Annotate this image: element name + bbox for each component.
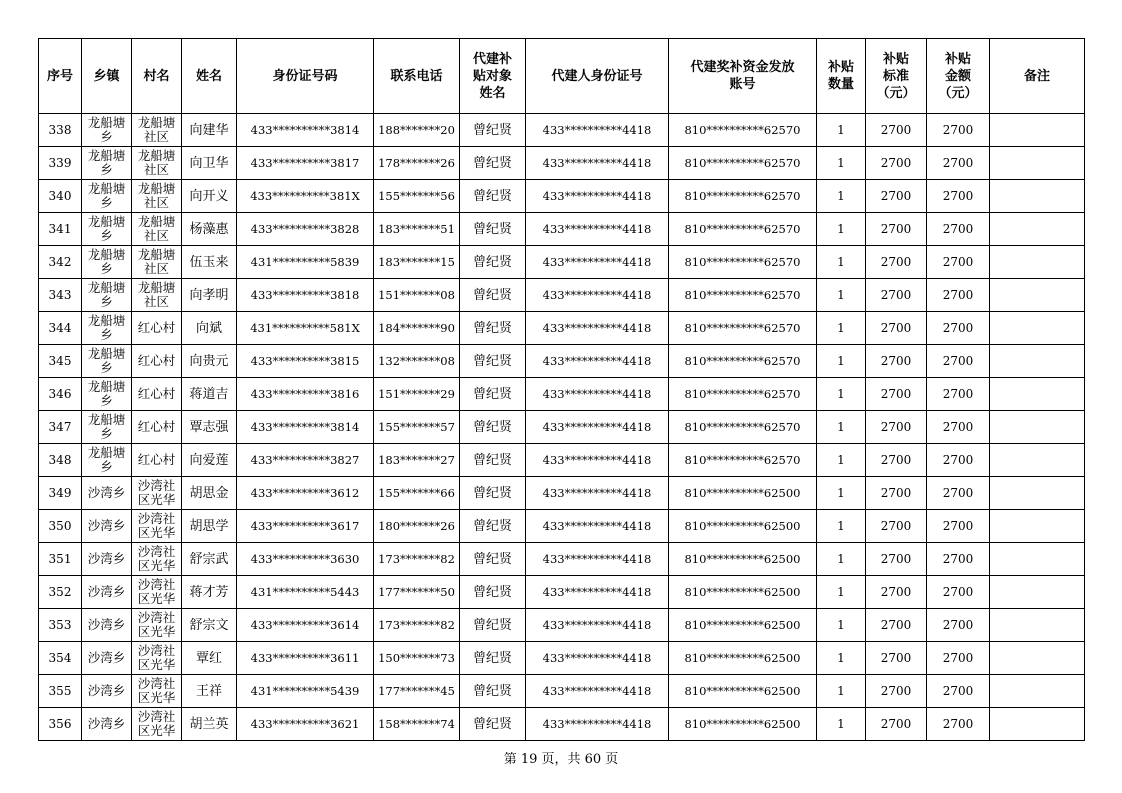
cell-quantity: 1 (817, 411, 866, 444)
cell-remarks (990, 510, 1085, 543)
cell-township: 沙湾乡 (82, 543, 132, 576)
cell-amount: 2700 (927, 708, 990, 741)
cell-village: 沙湾社 区光华 (132, 708, 182, 741)
table-row (39, 510, 1085, 543)
cell-id-number: 433**********3817 (237, 147, 374, 180)
cell-account: 810**********62500 (669, 477, 817, 510)
cell-id-number: 433**********3827 (237, 444, 374, 477)
col-header-remarks: 备注 (990, 39, 1085, 114)
cell-agent-name: 曾纪贤 (460, 378, 526, 411)
cell-standard: 2700 (866, 246, 927, 279)
cell-agent-name: 曾纪贤 (460, 543, 526, 576)
cell-amount: 2700 (927, 444, 990, 477)
cell-quantity: 1 (817, 675, 866, 708)
col-header-name: 姓名 (182, 39, 237, 114)
cell-remarks (990, 147, 1085, 180)
cell-id-number: 431**********5443 (237, 576, 374, 609)
cell-phone: 184*******90 (374, 312, 460, 345)
cell-quantity: 1 (817, 609, 866, 642)
cell-remarks (990, 576, 1085, 609)
cell-agent-name: 曾纪贤 (460, 510, 526, 543)
cell-name: 杨藻惠 (182, 213, 237, 246)
cell-agent-id: 433**********4418 (526, 213, 669, 246)
col-header-amount: 补贴 金额 （元） (927, 39, 990, 114)
cell-account: 810**********62570 (669, 444, 817, 477)
cell-id-number: 433**********3815 (237, 345, 374, 378)
cell-agent-id: 433**********4418 (526, 576, 669, 609)
cell-agent-id: 433**********4418 (526, 114, 669, 147)
cell-agent-name: 曾纪贤 (460, 213, 526, 246)
cell-township: 沙湾乡 (82, 675, 132, 708)
cell-name: 胡思学 (182, 510, 237, 543)
cell-phone: 151*******29 (374, 378, 460, 411)
cell-remarks (990, 444, 1085, 477)
cell-agent-id: 433**********4418 (526, 642, 669, 675)
cell-quantity: 1 (817, 477, 866, 510)
col-header-agent-name: 代建补 贴对象 姓名 (460, 39, 526, 114)
cell-row-index: 341 (39, 213, 82, 246)
cell-account: 810**********62570 (669, 279, 817, 312)
cell-standard: 2700 (866, 477, 927, 510)
cell-quantity: 1 (817, 345, 866, 378)
cell-village: 龙船塘 社区 (132, 246, 182, 279)
cell-name: 蒋道吉 (182, 378, 237, 411)
cell-account: 810**********62500 (669, 609, 817, 642)
cell-id-number: 433**********3816 (237, 378, 374, 411)
cell-name: 向爱莲 (182, 444, 237, 477)
cell-village: 沙湾社 区光华 (132, 609, 182, 642)
cell-id-number: 433**********3818 (237, 279, 374, 312)
cell-quantity: 1 (817, 708, 866, 741)
cell-name: 伍玉来 (182, 246, 237, 279)
cell-agent-name: 曾纪贤 (460, 477, 526, 510)
cell-township: 龙船塘 乡 (82, 180, 132, 213)
cell-standard: 2700 (866, 378, 927, 411)
cell-amount: 2700 (927, 114, 990, 147)
cell-township: 沙湾乡 (82, 708, 132, 741)
cell-phone: 183*******27 (374, 444, 460, 477)
cell-name: 覃志强 (182, 411, 237, 444)
cell-row-index: 350 (39, 510, 82, 543)
cell-standard: 2700 (866, 642, 927, 675)
cell-village: 沙湾社 区光华 (132, 477, 182, 510)
cell-name: 王祥 (182, 675, 237, 708)
cell-remarks (990, 213, 1085, 246)
cell-name: 向斌 (182, 312, 237, 345)
cell-agent-id: 433**********4418 (526, 411, 669, 444)
cell-id-number: 431**********5839 (237, 246, 374, 279)
cell-township: 龙船塘 乡 (82, 444, 132, 477)
cell-village: 龙船塘 社区 (132, 213, 182, 246)
cell-phone: 155*******57 (374, 411, 460, 444)
cell-name: 胡思金 (182, 477, 237, 510)
col-header-account: 代建奖补资金发放 账号 (669, 39, 817, 114)
cell-standard: 2700 (866, 609, 927, 642)
cell-agent-name: 曾纪贤 (460, 609, 526, 642)
col-header-index: 序号 (39, 39, 82, 114)
cell-row-index: 342 (39, 246, 82, 279)
cell-amount: 2700 (927, 675, 990, 708)
cell-quantity: 1 (817, 510, 866, 543)
cell-quantity: 1 (817, 312, 866, 345)
cell-quantity: 1 (817, 180, 866, 213)
cell-amount: 2700 (927, 345, 990, 378)
cell-standard: 2700 (866, 114, 927, 147)
cell-agent-name: 曾纪贤 (460, 180, 526, 213)
cell-agent-id: 433**********4418 (526, 279, 669, 312)
cell-village: 红心村 (132, 378, 182, 411)
cell-account: 810**********62500 (669, 642, 817, 675)
cell-name: 蒋才芳 (182, 576, 237, 609)
cell-standard: 2700 (866, 411, 927, 444)
cell-agent-id: 433**********4418 (526, 543, 669, 576)
table-row (39, 114, 1085, 147)
subsidy-table (38, 38, 1085, 741)
cell-standard: 2700 (866, 345, 927, 378)
cell-quantity: 1 (817, 246, 866, 279)
cell-amount: 2700 (927, 378, 990, 411)
cell-amount: 2700 (927, 609, 990, 642)
cell-id-number: 433**********3611 (237, 642, 374, 675)
cell-agent-name: 曾纪贤 (460, 642, 526, 675)
cell-standard: 2700 (866, 708, 927, 741)
cell-township: 沙湾乡 (82, 576, 132, 609)
cell-quantity: 1 (817, 213, 866, 246)
table-row (39, 543, 1085, 576)
cell-account: 810**********62570 (669, 246, 817, 279)
cell-row-index: 352 (39, 576, 82, 609)
cell-phone: 155*******56 (374, 180, 460, 213)
cell-village: 红心村 (132, 345, 182, 378)
cell-agent-name: 曾纪贤 (460, 576, 526, 609)
col-header-township: 乡镇 (82, 39, 132, 114)
cell-village: 沙湾社 区光华 (132, 675, 182, 708)
cell-remarks (990, 477, 1085, 510)
cell-remarks (990, 543, 1085, 576)
cell-amount: 2700 (927, 147, 990, 180)
cell-township: 龙船塘 乡 (82, 246, 132, 279)
cell-village: 龙船塘 社区 (132, 147, 182, 180)
table-row (39, 180, 1085, 213)
cell-id-number: 433**********3814 (237, 114, 374, 147)
cell-agent-name: 曾纪贤 (460, 246, 526, 279)
cell-account: 810**********62500 (669, 675, 817, 708)
table-row (39, 213, 1085, 246)
cell-agent-id: 433**********4418 (526, 708, 669, 741)
cell-agent-name: 曾纪贤 (460, 444, 526, 477)
cell-remarks (990, 378, 1085, 411)
cell-name: 向孝明 (182, 279, 237, 312)
cell-phone: 177*******45 (374, 675, 460, 708)
table-row (39, 708, 1085, 741)
cell-remarks (990, 180, 1085, 213)
cell-standard: 2700 (866, 213, 927, 246)
cell-name: 胡兰英 (182, 708, 237, 741)
cell-account: 810**********62570 (669, 114, 817, 147)
cell-row-index: 340 (39, 180, 82, 213)
cell-agent-id: 433**********4418 (526, 378, 669, 411)
cell-agent-id: 433**********4418 (526, 312, 669, 345)
cell-agent-id: 433**********4418 (526, 246, 669, 279)
cell-agent-id: 433**********4418 (526, 609, 669, 642)
cell-amount: 2700 (927, 411, 990, 444)
cell-standard: 2700 (866, 510, 927, 543)
cell-village: 红心村 (132, 444, 182, 477)
cell-phone: 155*******66 (374, 477, 460, 510)
cell-standard: 2700 (866, 279, 927, 312)
cell-quantity: 1 (817, 114, 866, 147)
cell-row-index: 354 (39, 642, 82, 675)
cell-village: 沙湾社 区光华 (132, 510, 182, 543)
cell-remarks (990, 411, 1085, 444)
cell-township: 沙湾乡 (82, 609, 132, 642)
cell-row-index: 348 (39, 444, 82, 477)
cell-amount: 2700 (927, 213, 990, 246)
cell-row-index: 356 (39, 708, 82, 741)
col-header-standard: 补贴 标准 （元） (866, 39, 927, 114)
cell-amount: 2700 (927, 642, 990, 675)
cell-id-number: 433**********3621 (237, 708, 374, 741)
cell-agent-name: 曾纪贤 (460, 147, 526, 180)
cell-township: 龙船塘 乡 (82, 312, 132, 345)
cell-agent-id: 433**********4418 (526, 444, 669, 477)
cell-township: 龙船塘 乡 (82, 213, 132, 246)
cell-id-number: 431**********581X (237, 312, 374, 345)
cell-village: 龙船塘 社区 (132, 114, 182, 147)
cell-agent-name: 曾纪贤 (460, 708, 526, 741)
cell-row-index: 355 (39, 675, 82, 708)
cell-village: 红心村 (132, 411, 182, 444)
cell-quantity: 1 (817, 147, 866, 180)
table-row (39, 345, 1085, 378)
cell-name: 向卫华 (182, 147, 237, 180)
cell-phone: 177*******50 (374, 576, 460, 609)
cell-phone: 188*******20 (374, 114, 460, 147)
cell-row-index: 346 (39, 378, 82, 411)
cell-standard: 2700 (866, 543, 927, 576)
table-row (39, 444, 1085, 477)
cell-phone: 178*******26 (374, 147, 460, 180)
col-header-id-number: 身份证号码 (237, 39, 374, 114)
cell-row-index: 339 (39, 147, 82, 180)
cell-agent-name: 曾纪贤 (460, 345, 526, 378)
cell-id-number: 433**********381X (237, 180, 374, 213)
table-row (39, 477, 1085, 510)
cell-amount: 2700 (927, 510, 990, 543)
cell-village: 龙船塘 社区 (132, 279, 182, 312)
cell-amount: 2700 (927, 246, 990, 279)
cell-row-index: 349 (39, 477, 82, 510)
cell-standard: 2700 (866, 576, 927, 609)
cell-remarks (990, 345, 1085, 378)
cell-township: 龙船塘 乡 (82, 345, 132, 378)
cell-phone: 158*******74 (374, 708, 460, 741)
cell-standard: 2700 (866, 180, 927, 213)
cell-phone: 151*******08 (374, 279, 460, 312)
cell-remarks (990, 312, 1085, 345)
page-footer: 第 19 页，共 60 页 (503, 752, 619, 767)
cell-village: 沙湾社 区光华 (132, 642, 182, 675)
cell-agent-name: 曾纪贤 (460, 279, 526, 312)
cell-agent-id: 433**********4418 (526, 510, 669, 543)
cell-quantity: 1 (817, 642, 866, 675)
cell-township: 龙船塘 乡 (82, 114, 132, 147)
cell-remarks (990, 246, 1085, 279)
cell-standard: 2700 (866, 675, 927, 708)
col-header-agent-id: 代建人身份证号 (526, 39, 669, 114)
cell-amount: 2700 (927, 279, 990, 312)
cell-standard: 2700 (866, 444, 927, 477)
cell-amount: 2700 (927, 543, 990, 576)
cell-agent-id: 433**********4418 (526, 345, 669, 378)
cell-name: 舒宗文 (182, 609, 237, 642)
table-row (39, 378, 1085, 411)
cell-account: 810**********62570 (669, 411, 817, 444)
cell-account: 810**********62500 (669, 576, 817, 609)
cell-account: 810**********62570 (669, 345, 817, 378)
cell-id-number: 433**********3828 (237, 213, 374, 246)
cell-phone: 180*******26 (374, 510, 460, 543)
cell-row-index: 353 (39, 609, 82, 642)
cell-standard: 2700 (866, 147, 927, 180)
cell-id-number: 433**********3614 (237, 609, 374, 642)
cell-remarks (990, 609, 1085, 642)
cell-phone: 173*******82 (374, 543, 460, 576)
cell-phone: 132*******08 (374, 345, 460, 378)
cell-quantity: 1 (817, 378, 866, 411)
cell-remarks (990, 279, 1085, 312)
cell-amount: 2700 (927, 477, 990, 510)
cell-account: 810**********62500 (669, 510, 817, 543)
cell-quantity: 1 (817, 279, 866, 312)
table-row (39, 147, 1085, 180)
cell-id-number: 433**********3612 (237, 477, 374, 510)
cell-township: 龙船塘 乡 (82, 279, 132, 312)
cell-quantity: 1 (817, 576, 866, 609)
table-row (39, 279, 1085, 312)
cell-quantity: 1 (817, 444, 866, 477)
cell-phone: 173*******82 (374, 609, 460, 642)
cell-standard: 2700 (866, 312, 927, 345)
cell-account: 810**********62570 (669, 147, 817, 180)
table-row (39, 246, 1085, 279)
cell-row-index: 343 (39, 279, 82, 312)
table-row (39, 411, 1085, 444)
cell-row-index: 344 (39, 312, 82, 345)
cell-row-index: 347 (39, 411, 82, 444)
cell-id-number: 433**********3630 (237, 543, 374, 576)
cell-agent-id: 433**********4418 (526, 180, 669, 213)
cell-agent-id: 433**********4418 (526, 147, 669, 180)
cell-account: 810**********62570 (669, 180, 817, 213)
cell-account: 810**********62500 (669, 708, 817, 741)
cell-township: 龙船塘 乡 (82, 411, 132, 444)
cell-account: 810**********62570 (669, 312, 817, 345)
cell-township: 龙船塘 乡 (82, 147, 132, 180)
cell-id-number: 433**********3617 (237, 510, 374, 543)
col-header-phone: 联系电话 (374, 39, 460, 114)
cell-id-number: 433**********3814 (237, 411, 374, 444)
cell-village: 龙船塘 社区 (132, 180, 182, 213)
cell-id-number: 431**********5439 (237, 675, 374, 708)
table-row (39, 675, 1085, 708)
cell-phone: 183*******51 (374, 213, 460, 246)
col-header-quantity: 补贴 数量 (817, 39, 866, 114)
cell-row-index: 338 (39, 114, 82, 147)
cell-township: 龙船塘 乡 (82, 378, 132, 411)
cell-row-index: 351 (39, 543, 82, 576)
cell-remarks (990, 708, 1085, 741)
cell-quantity: 1 (817, 543, 866, 576)
cell-name: 向贵元 (182, 345, 237, 378)
cell-agent-name: 曾纪贤 (460, 312, 526, 345)
cell-account: 810**********62570 (669, 213, 817, 246)
cell-remarks (990, 642, 1085, 675)
table-row (39, 312, 1085, 345)
cell-phone: 150*******73 (374, 642, 460, 675)
cell-account: 810**********62500 (669, 543, 817, 576)
cell-village: 沙湾社 区光华 (132, 576, 182, 609)
cell-agent-id: 433**********4418 (526, 675, 669, 708)
cell-name: 向开义 (182, 180, 237, 213)
header-row (39, 39, 1085, 114)
cell-amount: 2700 (927, 180, 990, 213)
cell-remarks (990, 675, 1085, 708)
cell-phone: 183*******15 (374, 246, 460, 279)
cell-name: 覃红 (182, 642, 237, 675)
cell-amount: 2700 (927, 576, 990, 609)
cell-amount: 2700 (927, 312, 990, 345)
table-row (39, 642, 1085, 675)
cell-agent-id: 433**********4418 (526, 477, 669, 510)
cell-name: 舒宗武 (182, 543, 237, 576)
table-row (39, 609, 1085, 642)
cell-agent-name: 曾纪贤 (460, 114, 526, 147)
cell-name: 向建华 (182, 114, 237, 147)
cell-village: 红心村 (132, 312, 182, 345)
col-header-village: 村名 (132, 39, 182, 114)
cell-township: 沙湾乡 (82, 510, 132, 543)
cell-row-index: 345 (39, 345, 82, 378)
cell-township: 沙湾乡 (82, 477, 132, 510)
table-row (39, 576, 1085, 609)
cell-village: 沙湾社 区光华 (132, 543, 182, 576)
cell-remarks (990, 114, 1085, 147)
cell-agent-name: 曾纪贤 (460, 675, 526, 708)
cell-account: 810**********62570 (669, 378, 817, 411)
cell-agent-name: 曾纪贤 (460, 411, 526, 444)
cell-township: 沙湾乡 (82, 642, 132, 675)
